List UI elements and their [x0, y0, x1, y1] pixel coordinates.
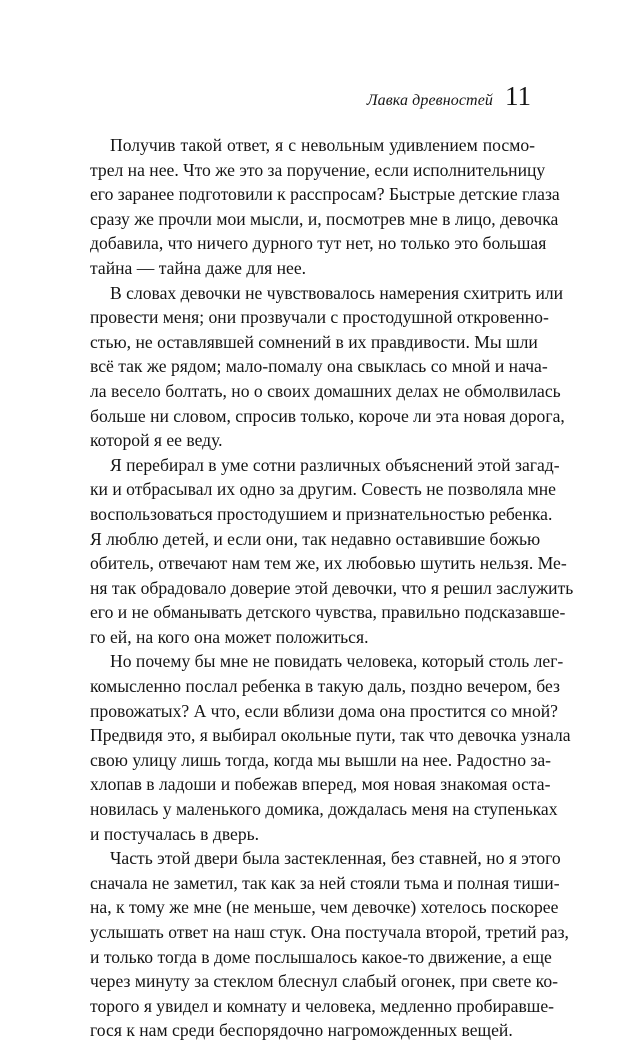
text-line: стью, не оставлявшей сомнений в их правдивости. Мы шли [90, 331, 538, 352]
text-line: ня так обрадовало доверие этой девочки, что я решил заслужить [90, 577, 574, 598]
text-line: на, к тому же мне (не меньше, чем девочке) хотелось поскорее [90, 897, 559, 918]
text-line: воспользоваться простодушием и признательностью ребенка. [90, 503, 553, 524]
text-line: через минуту за стеклом блеснул слабый огонек, при свете ко- [90, 971, 558, 992]
text-line: которой я ее веду. [90, 430, 223, 451]
text-line: Я люблю детей, и если они, так недавно оставившие божью [90, 528, 541, 549]
text-line: хлопав в ладоши и побежав вперед, моя новая знакомая оста- [90, 774, 551, 795]
text-line: гося к нам среди беспорядочно нагроможденных вещей. [90, 1020, 513, 1041]
text-line: обитель, отвечают нам тем же, их любовью шутить нельзя. Ме- [90, 553, 567, 574]
text-line: тайна — тайна даже для нее. [90, 257, 307, 278]
text-line: Предвидя это, я выбирал окольные пути, так что девочка узнала [90, 725, 571, 746]
text-line: сразу же прочли мои мысли, и, посмотрев мне в лицо, девочка [90, 208, 559, 229]
text-line: ла весело болтать, но о своих домашних делах не обмолвилась [90, 380, 561, 401]
text-line: Но почему бы мне не повидать человека, который столь лег- [110, 651, 564, 672]
text-line: торого я увидел и комнату и человека, медленно пробиравше- [90, 995, 554, 1016]
text-line: больше ни словом, спросив только, короче ли эта новая дорога, [90, 405, 565, 426]
text-line: свою улицу лишь тогда, когда мы вышли на нее. Радостно за- [90, 749, 552, 770]
text-line: комысленно послал ребенка в такую даль, поздно вечером, без [90, 676, 561, 697]
text-line: Я перебирал в уме сотни различных объяснений этой загад- [110, 454, 560, 475]
text-line: сначала не заметил, так как за ней стояли тьма и полная тиши- [90, 872, 560, 893]
text-line: и только тогда в доме послышалось какое-то движение, а еще [90, 946, 552, 967]
page-number: 11 [505, 81, 531, 111]
text-line: и постучалась в дверь. [90, 823, 260, 844]
text-line: ки и отбрасывал их одно за другим. Совесть не позволяла мне [90, 479, 556, 500]
text-line: его и не обманывать детского чувства, правильно подсказавше- [90, 602, 566, 623]
text-line: трел на нее. Что же это за поручение, если исполнительницу [90, 159, 546, 180]
text-line: добавила, что ничего дурного тут нет, но только это большая [90, 233, 547, 254]
text-line: всё так же рядом; мало-помалу она свыклась со мной и нача- [90, 356, 548, 377]
running-title: Лавка древностей [366, 92, 493, 109]
text-line: новилась у маленького домика, дождалась меня на ступеньках [90, 799, 558, 820]
text-line: Получив такой ответ, я с невольным удивлением посмо- [110, 135, 535, 155]
body-text [90, 133, 574, 1043]
text-line: го ей, на кого она может положиться. [90, 626, 369, 647]
text-line: услышать ответ на наш стук. Она постучала второй, третий раз, [90, 922, 569, 942]
text-line: В словах девочки не чувствовалось намерения схитрить или [110, 282, 564, 303]
text-line: Часть этой двери была застекленная, без ставней, но я этого [110, 848, 561, 869]
running-head [367, 83, 531, 110]
text-line: его заранее подготовили к расспросам? Быстрые детские глаза [90, 184, 560, 205]
text-line: провести меня; они прозвучали с простодушной откровенно- [90, 307, 549, 328]
text-line: провожатых? А что, если вблизи дома она простится со мной? [90, 700, 558, 721]
